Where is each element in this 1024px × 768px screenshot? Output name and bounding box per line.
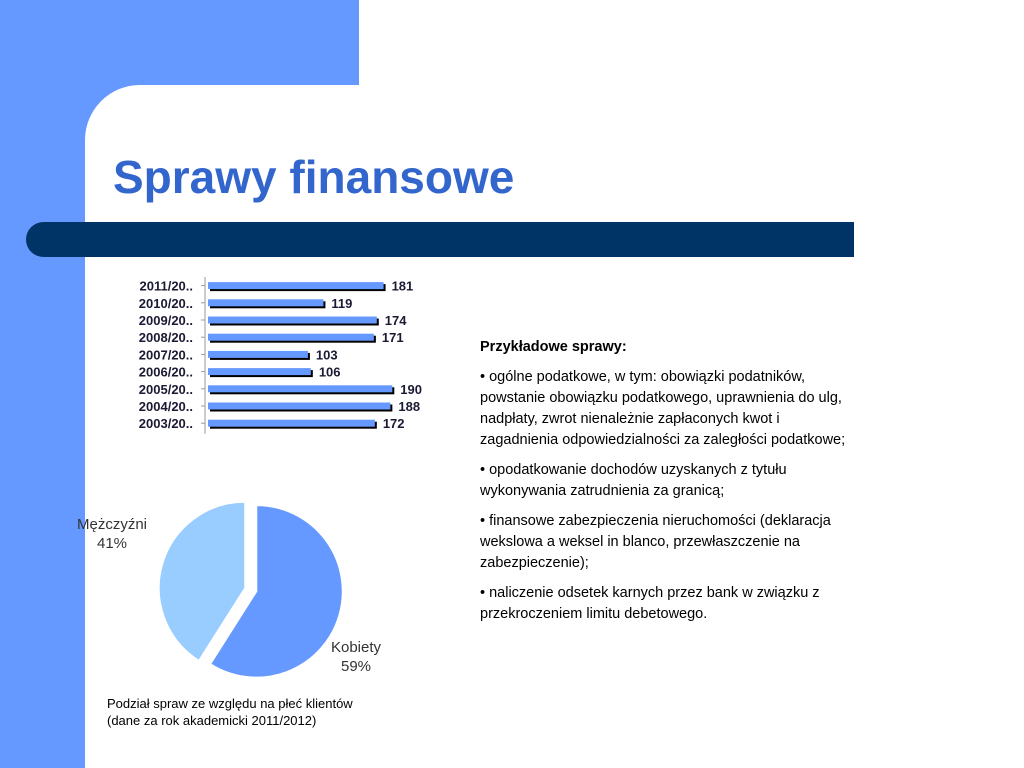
- bar: [208, 282, 384, 289]
- bar-value-label: 106: [318, 364, 341, 380]
- bar: [208, 334, 374, 341]
- bar: [208, 299, 323, 306]
- title-underline-bar: [26, 222, 854, 257]
- pie-slice-value-label: 41%: [96, 535, 128, 552]
- pie-caption-line-2: (dane za rok akademicki 2011/2012): [107, 713, 317, 728]
- bar-category-label: 2011/20..: [139, 278, 193, 294]
- bar-category-label: 2004/20..: [138, 399, 193, 414]
- bar-chart: [0, 270, 460, 440]
- bar-category-label: 2010/20..: [138, 295, 193, 311]
- bar-value-label: 174: [384, 313, 407, 328]
- bar-category-label: 2005/20..: [138, 381, 193, 397]
- bar: [208, 368, 311, 375]
- bar-category-label: 2006/20..: [138, 364, 193, 380]
- pie-caption-line-1: Podział spraw ze względu na płeć klientów: [107, 696, 353, 711]
- bar-value-label: 172: [382, 416, 405, 432]
- bar-value-label: 171: [381, 330, 404, 346]
- examples-item: • opodatkowanie dochodów uzyskanych z tytułu wykonywania zatrudnienia za granicą;: [480, 462, 787, 499]
- slide-title: Sprawy finansowe: [113, 151, 515, 203]
- bar-value-label: 103: [315, 347, 338, 363]
- bar: [208, 317, 377, 324]
- pie-slice-value-label: 59%: [340, 658, 372, 675]
- bar-category-label: 2007/20..: [138, 347, 193, 363]
- bar-value-label: 119: [331, 295, 353, 311]
- examples-item: • ogólne podatkowe, w tym: obowiązki podatników, powstanie obowiązku podatkowego, uprawnienia do ulg, nadpłaty, zwrot nienależnie zapłaconych kwot i zagadnienia odpowiedzialności za zaległości podatkowe;: [480, 369, 846, 448]
- examples-heading: Przykładowe sprawy:: [480, 339, 627, 355]
- pie-chart: [70, 490, 430, 690]
- bar-category-label: 2009/20..: [138, 313, 193, 328]
- bar: [208, 420, 375, 427]
- pie-caption: [107, 695, 353, 729]
- examples-item: • naliczenie odsetek karnych przez bank w związku z przekroczeniem limitu debetowego.: [480, 585, 820, 622]
- background-top-strip: [359, 0, 1024, 90]
- bar-category-label: 2008/20..: [138, 330, 193, 346]
- bar-category-label: 2003/20..: [138, 416, 193, 432]
- bar-value-label: 181: [391, 278, 414, 294]
- bar-value-label: 190: [400, 381, 423, 397]
- pie-slice-label: Mężczyźni: [76, 516, 148, 533]
- bar-value-label: 188: [398, 399, 421, 414]
- pie-slice-label: Kobiety: [330, 639, 382, 656]
- bar: [208, 403, 390, 410]
- bar: [208, 351, 308, 358]
- bar: [208, 385, 392, 392]
- examples-item: • finansowe zabezpieczenia nieruchomości (deklaracja wekslowa a weksel in blanco, przewłaszczenie na zabezpieczenie);: [480, 513, 831, 571]
- examples-list: [480, 337, 850, 634]
